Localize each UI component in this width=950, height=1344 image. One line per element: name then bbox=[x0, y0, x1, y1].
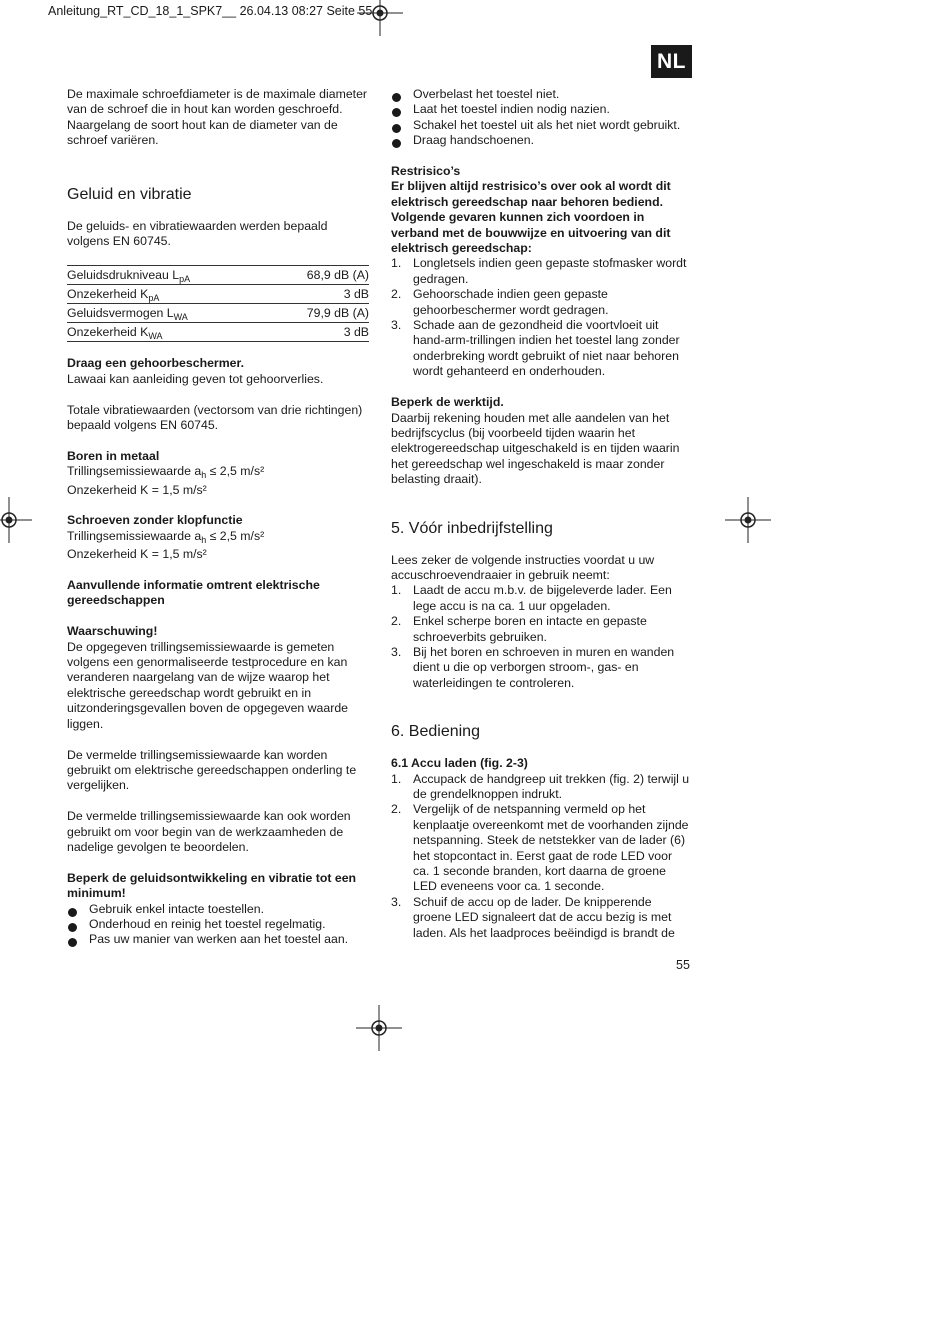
schroeven-title: Schroeven zonder klopfunctie bbox=[67, 513, 243, 528]
heading-geluid: Geluid en vibratie bbox=[67, 185, 192, 203]
row-label: Onzekerheid K bbox=[67, 325, 149, 340]
row-value: 79,9 dB (A) bbox=[306, 306, 369, 321]
assess-paragraph: De vermelde trillingsemissiewaarde kan ook worden gebruikt om voor begin van de werkzaamheden de nadelige gevolgen te beoordelen. bbox=[67, 809, 351, 854]
row-label-sub: WA bbox=[148, 331, 163, 342]
hearing-warning: Draag een gehoorbeschermer. bbox=[67, 356, 245, 371]
row-label-sub: pA bbox=[179, 274, 191, 285]
beperk-list bbox=[67, 902, 369, 948]
aanvullende-title: Aanvullende informatie omtrent elektrische gereedschappen bbox=[67, 578, 320, 608]
boren-uncertainty: Onzekerheid K = 1,5 m/s² bbox=[67, 482, 207, 497]
table-row bbox=[67, 285, 369, 304]
right-column bbox=[391, 87, 691, 941]
list-item: Pas uw manier van werken aan het toestel aan. bbox=[67, 932, 369, 947]
werktijd-text: Daarbij rekening houden met alle aandelen van het bedrijfscyclus (bij voorbeeld tijden waarin het elektrogereedschap uitgeschakeld is en tijden waarin het gereedschap wel ingeschakeld is maar zonder belasting draait). bbox=[391, 410, 680, 487]
row-value: 68,9 dB (A) bbox=[306, 268, 369, 283]
table-row bbox=[67, 266, 369, 285]
compare-paragraph: De vermelde trillingsemissiewaarde kan worden gebruikt om elektrische gereedschappen onderling te vergelijken. bbox=[67, 747, 357, 793]
list-item: Gebruik enkel intacte toestellen. bbox=[67, 902, 369, 917]
row-label: Geluidsdrukniveau L bbox=[67, 268, 180, 283]
list-item: Draag handschoenen. bbox=[391, 133, 691, 148]
print-slug: Anleitung_RT_CD_18_1_SPK7__ 26.04.13 08:27 Seite 55 bbox=[48, 4, 373, 18]
top-bullet-list bbox=[391, 87, 691, 149]
noise-table bbox=[67, 265, 369, 342]
boren-emission: Trillingsemissiewaarde $a_h \le 2,5$ m/s² bbox=[67, 464, 265, 481]
section-6-1-list bbox=[391, 772, 691, 941]
table-row bbox=[67, 323, 369, 342]
list-item: 3. Schuif de accu op de lader. De knipperende groene LED signaleert dat de accu bezig is met laden. Als het laadproces beëindigd is brandt de bbox=[391, 894, 675, 940]
restrisicos-list bbox=[391, 256, 691, 379]
table-row bbox=[67, 304, 369, 323]
schroeven-uncertainty: Onzekerheid K = 1,5 m/s² bbox=[67, 547, 207, 562]
boren-title: Boren in metaal bbox=[67, 448, 160, 463]
page-number: 55 bbox=[676, 958, 690, 972]
registration-mark-icon bbox=[357, 0, 403, 36]
row-label-sub: pA bbox=[148, 293, 160, 304]
row-label: Geluidsvermogen L bbox=[67, 306, 174, 321]
registration-mark-icon bbox=[725, 497, 771, 543]
list-item: Laat het toestel indien nodig nazien. bbox=[391, 102, 691, 117]
row-value: 3 dB bbox=[343, 325, 369, 340]
werktijd-title: Beperk de werktijd. bbox=[391, 395, 504, 410]
list-item: 2. Enkel scherpe boren en intacte en gepaste schroeverbits gebruiken. bbox=[391, 614, 647, 644]
intro-paragraph: De maximale schroefdiameter is de maximale diameter van de schroef die in hout kan worden geschroefd. Naargelang de soort hout kan de diameter van de schroef variëren. bbox=[67, 87, 368, 148]
registration-mark-icon bbox=[356, 1005, 402, 1051]
heading-section-5: 5. Vóór inbedrijfstelling bbox=[391, 519, 553, 537]
list-item: 2. Gehoorschade indien geen gepaste gehoorbeschermer wordt gedragen. bbox=[391, 287, 609, 317]
language-tab: NL bbox=[651, 45, 692, 78]
geluid-intro: De geluids- en vibratiewaarden werden bepaald volgens EN 60745. bbox=[67, 218, 328, 249]
warning-title: Waarschuwing! bbox=[67, 624, 158, 639]
registration-mark-icon bbox=[0, 497, 32, 543]
vibration-total: Totale vibratiewaarden (vectorsom van drie richtingen) bepaald volgens EN 60745. bbox=[67, 402, 363, 433]
list-item: Onderhoud en reinig het toestel regelmatig. bbox=[67, 917, 369, 932]
list-item: Schakel het toestel uit als het niet wordt gebruikt. bbox=[391, 118, 691, 133]
left-column bbox=[67, 87, 369, 948]
section-5-intro: Lees zeker de volgende instructies voordat u uw accuschroevendraaier in gebruik neemt: bbox=[391, 552, 655, 582]
list-item: 1. Accupack de handgreep uit trekken (fig. 2) terwijl u de grendelknoppen indrukt. bbox=[391, 771, 690, 801]
list-item: 3. Schade aan de gezondheid die voortvloeit uit hand-arm-trillingen indien het toestel lang zonder onderbreking wordt gebruikt of niet naar behoren wordt gehanteerd en onderhouden. bbox=[391, 318, 680, 379]
hearing-text: Lawaai kan aanleiding geven tot gehoorverlies. bbox=[67, 371, 324, 386]
list-item: 3. Bij het boren en schroeven in muren en wanden dient u die op verborgen stroom-, gas- en waterleidingen te controleren. bbox=[391, 644, 675, 690]
schroeven-emission: Trillingsemissiewaarde $a_h \le 2,5$ m/s² bbox=[67, 528, 265, 545]
row-value: 3 dB bbox=[343, 287, 369, 302]
list-item: 2. Vergelijk of de netspanning vermeld op het kenplaatje overeenkomt met de voorhanden zijnde netspanning. Steek de netstekker van de lader (6) het stopcontact in. Eerst gaat de rode LED voor ca. 1 seconde branden, kort daarna de groene LED eveneens voor ca. 1 seconde. bbox=[391, 802, 689, 894]
heading-section-6: 6. Bediening bbox=[391, 723, 480, 741]
row-label: Onzekerheid K bbox=[67, 287, 149, 302]
beperk-title: Beperk de geluidsontwikkeling en vibratie tot een minimum! bbox=[67, 870, 357, 901]
list-item: 1. Laadt de accu m.b.v. de bijgeleverde lader. Een lege accu is na ca. 1 uur opgeladen. bbox=[391, 583, 672, 613]
warning-text: De opgegeven trillingsemissiewaarde is gemeten volgens een genormaliseerde testprocedure en kan veranderen naargelang van de wijze waarop het elektrische gereedschap wordt gebruikt en in uitzonderingsgevallen boven de opgegeven waarde liggen. bbox=[67, 639, 348, 731]
list-item: Overbelast het toestel niet. bbox=[391, 87, 691, 102]
restrisicos-intro: Er blijven altijd restrisico’s over ook al wordt dit elektrisch gereedschap naar behoren bediend. Volgende gevaren kunnen zich voordoen in verband met de bouwwijze en uitvoering van dit elektrisch gereedschap: bbox=[391, 179, 671, 256]
section-5-list bbox=[391, 583, 691, 691]
list-item: 1. Longletsels indien geen gepaste stofmasker wordt gedragen. bbox=[391, 256, 687, 286]
restrisicos-title: Restrisico’s bbox=[391, 164, 461, 179]
row-label-sub: WA bbox=[173, 312, 188, 323]
section-6-1-title: 6.1 Accu laden (fig. 2-3) bbox=[391, 756, 528, 771]
